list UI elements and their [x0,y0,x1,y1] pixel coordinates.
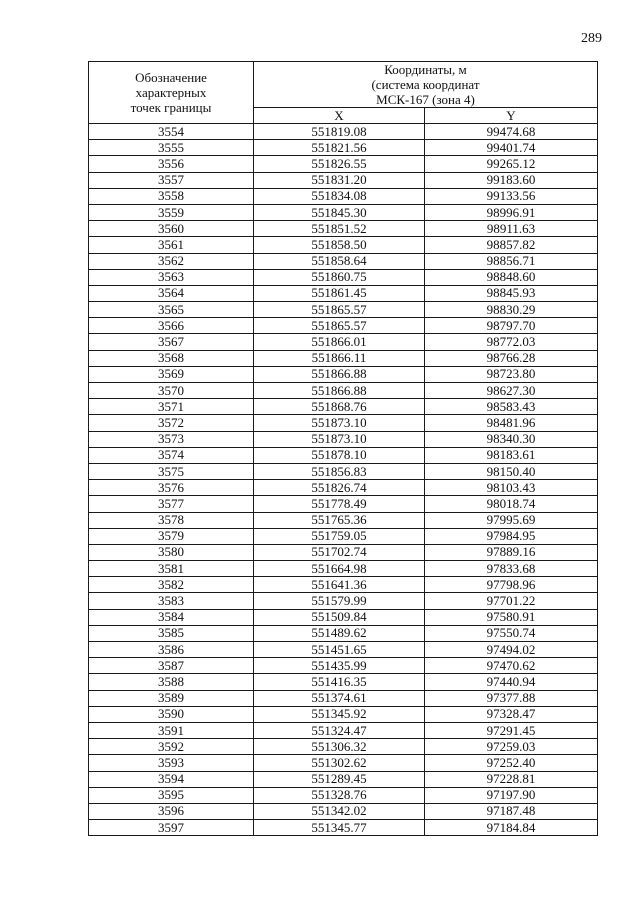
cell-point-id: 3595 [89,787,254,803]
cell-point-id: 3556 [89,156,254,172]
table-row [89,609,598,625]
cell-point-id: 3561 [89,237,254,253]
cell-x: 551878.10 [254,447,425,463]
cell-x: 551328.76 [254,787,425,803]
table-row [89,269,598,285]
cell-y: 98996.91 [425,204,598,220]
cell-x: 551821.56 [254,140,425,156]
cell-y: 97252.40 [425,755,598,771]
cell-y: 97197.90 [425,787,598,803]
cell-x: 551831.20 [254,172,425,188]
cell-point-id: 3578 [89,512,254,528]
cell-y: 99265.12 [425,156,598,172]
cell-x: 551873.10 [254,431,425,447]
cell-x: 551765.36 [254,512,425,528]
cell-x: 551345.77 [254,820,425,836]
cell-point-id: 3571 [89,399,254,415]
cell-x: 551778.49 [254,496,425,512]
table-row [89,318,598,334]
cell-y: 99401.74 [425,140,598,156]
table-row [89,706,598,722]
cell-y: 98723.80 [425,366,598,382]
cell-y: 97889.16 [425,544,598,560]
cell-x: 551342.02 [254,803,425,819]
cell-y: 99474.68 [425,124,598,140]
cell-point-id: 3591 [89,722,254,738]
cell-y: 98856.71 [425,253,598,269]
cell-y: 97798.96 [425,577,598,593]
cell-point-id: 3584 [89,609,254,625]
cell-point-id: 3569 [89,366,254,382]
table-row [89,512,598,528]
table-row [89,561,598,577]
cell-x: 551873.10 [254,415,425,431]
table-row [89,140,598,156]
cell-x: 551759.05 [254,528,425,544]
table-row [89,722,598,738]
table-row [89,674,598,690]
header-y: Y [425,108,598,124]
cell-point-id: 3559 [89,204,254,220]
table-row [89,658,598,674]
cell-point-id: 3570 [89,383,254,399]
table-row [89,221,598,237]
cell-point-id: 3575 [89,463,254,479]
cell-y: 97187.48 [425,803,598,819]
cell-y: 97701.22 [425,593,598,609]
cell-point-id: 3562 [89,253,254,269]
cell-y: 98845.93 [425,285,598,301]
cell-x: 551858.50 [254,237,425,253]
cell-x: 551858.64 [254,253,425,269]
cell-y: 97328.47 [425,706,598,722]
table-row [89,253,598,269]
table-row [89,803,598,819]
cell-point-id: 3579 [89,528,254,544]
cell-point-id: 3577 [89,496,254,512]
cell-y: 98848.60 [425,269,598,285]
cell-point-id: 3586 [89,642,254,658]
table-row [89,237,598,253]
table-row [89,463,598,479]
cell-y: 98481.96 [425,415,598,431]
cell-y: 98830.29 [425,302,598,318]
table-row [89,204,598,220]
cell-x: 551868.76 [254,399,425,415]
cell-point-id: 3574 [89,447,254,463]
header-coordinates-label: Координаты, м (система координат МСК-167 (зона 4) [254,62,598,108]
cell-point-id: 3588 [89,674,254,690]
cell-x: 551866.88 [254,366,425,382]
cell-x: 551819.08 [254,124,425,140]
table-row [89,544,598,560]
cell-y: 97833.68 [425,561,598,577]
table-row [89,383,598,399]
cell-y: 97580.91 [425,609,598,625]
page-number: 289 [581,31,602,46]
header-x: X [254,108,425,124]
table-row [89,593,598,609]
table-row [89,577,598,593]
cell-point-id: 3572 [89,415,254,431]
cell-point-id: 3568 [89,350,254,366]
table-row [89,188,598,204]
table-row [89,739,598,755]
cell-y: 97228.81 [425,771,598,787]
cell-y: 98150.40 [425,463,598,479]
cell-point-id: 3563 [89,269,254,285]
table-row [89,528,598,544]
cell-point-id: 3557 [89,172,254,188]
cell-y: 97984.95 [425,528,598,544]
cell-y: 99183.60 [425,172,598,188]
cell-y: 98103.43 [425,480,598,496]
cell-x: 551866.88 [254,383,425,399]
table-row [89,285,598,301]
table-body [89,124,598,836]
cell-x: 551435.99 [254,658,425,674]
cell-point-id: 3558 [89,188,254,204]
cell-x: 551826.74 [254,480,425,496]
table-row [89,771,598,787]
cell-x: 551851.52 [254,221,425,237]
cell-point-id: 3597 [89,820,254,836]
table-row [89,480,598,496]
cell-point-id: 3592 [89,739,254,755]
cell-x: 551302.62 [254,755,425,771]
table-row [89,172,598,188]
cell-x: 551866.01 [254,334,425,350]
cell-point-id: 3566 [89,318,254,334]
cell-y: 98627.30 [425,383,598,399]
cell-y: 98018.74 [425,496,598,512]
table-row [89,415,598,431]
cell-point-id: 3580 [89,544,254,560]
cell-x: 551834.08 [254,188,425,204]
cell-point-id: 3583 [89,593,254,609]
cell-point-id: 3576 [89,480,254,496]
table-header [89,62,598,124]
table-row [89,755,598,771]
cell-point-id: 3582 [89,577,254,593]
cell-x: 551865.57 [254,318,425,334]
cell-x: 551416.35 [254,674,425,690]
table-row [89,399,598,415]
cell-y: 98766.28 [425,350,598,366]
cell-y: 97291.45 [425,722,598,738]
cell-x: 551579.99 [254,593,425,609]
table-row [89,366,598,382]
cell-point-id: 3564 [89,285,254,301]
cell-y: 99133.56 [425,188,598,204]
cell-y: 98857.82 [425,237,598,253]
table-row [89,642,598,658]
table-row [89,124,598,140]
cell-x: 551451.65 [254,642,425,658]
cell-point-id: 3587 [89,658,254,674]
cell-x: 551860.75 [254,269,425,285]
header-point-label: Обозначение характерных точек границы [89,62,254,124]
cell-y: 97377.88 [425,690,598,706]
cell-point-id: 3590 [89,706,254,722]
cell-x: 551702.74 [254,544,425,560]
cell-point-id: 3585 [89,625,254,641]
cell-y: 98797.70 [425,318,598,334]
table-row [89,431,598,447]
table-row [89,334,598,350]
table-row [89,820,598,836]
cell-y: 98911.63 [425,221,598,237]
cell-point-id: 3554 [89,124,254,140]
cell-y: 97184.84 [425,820,598,836]
cell-y: 97259.03 [425,739,598,755]
table-row [89,690,598,706]
cell-x: 551856.83 [254,463,425,479]
cell-x: 551845.30 [254,204,425,220]
cell-x: 551866.11 [254,350,425,366]
cell-y: 97440.94 [425,674,598,690]
cell-x: 551865.57 [254,302,425,318]
cell-point-id: 3560 [89,221,254,237]
cell-y: 97550.74 [425,625,598,641]
cell-y: 97995.69 [425,512,598,528]
cell-y: 98183.61 [425,447,598,463]
cell-point-id: 3594 [89,771,254,787]
cell-x: 551861.45 [254,285,425,301]
cell-y: 97494.02 [425,642,598,658]
table-row [89,350,598,366]
cell-x: 551489.62 [254,625,425,641]
cell-y: 98772.03 [425,334,598,350]
cell-y: 98583.43 [425,399,598,415]
cell-point-id: 3573 [89,431,254,447]
coordinates-table [88,61,598,836]
table-row [89,625,598,641]
cell-x: 551374.61 [254,690,425,706]
table-row [89,496,598,512]
cell-x: 551345.92 [254,706,425,722]
table-row [89,302,598,318]
cell-x: 551289.45 [254,771,425,787]
cell-x: 551306.32 [254,739,425,755]
cell-point-id: 3565 [89,302,254,318]
cell-x: 551664.98 [254,561,425,577]
cell-x: 551509.84 [254,609,425,625]
cell-y: 98340.30 [425,431,598,447]
cell-point-id: 3596 [89,803,254,819]
table-row [89,787,598,803]
table-row [89,447,598,463]
cell-point-id: 3581 [89,561,254,577]
cell-point-id: 3589 [89,690,254,706]
cell-point-id: 3567 [89,334,254,350]
cell-x: 551826.55 [254,156,425,172]
cell-point-id: 3593 [89,755,254,771]
table-row [89,156,598,172]
cell-y: 97470.62 [425,658,598,674]
cell-x: 551641.36 [254,577,425,593]
cell-x: 551324.47 [254,722,425,738]
cell-point-id: 3555 [89,140,254,156]
